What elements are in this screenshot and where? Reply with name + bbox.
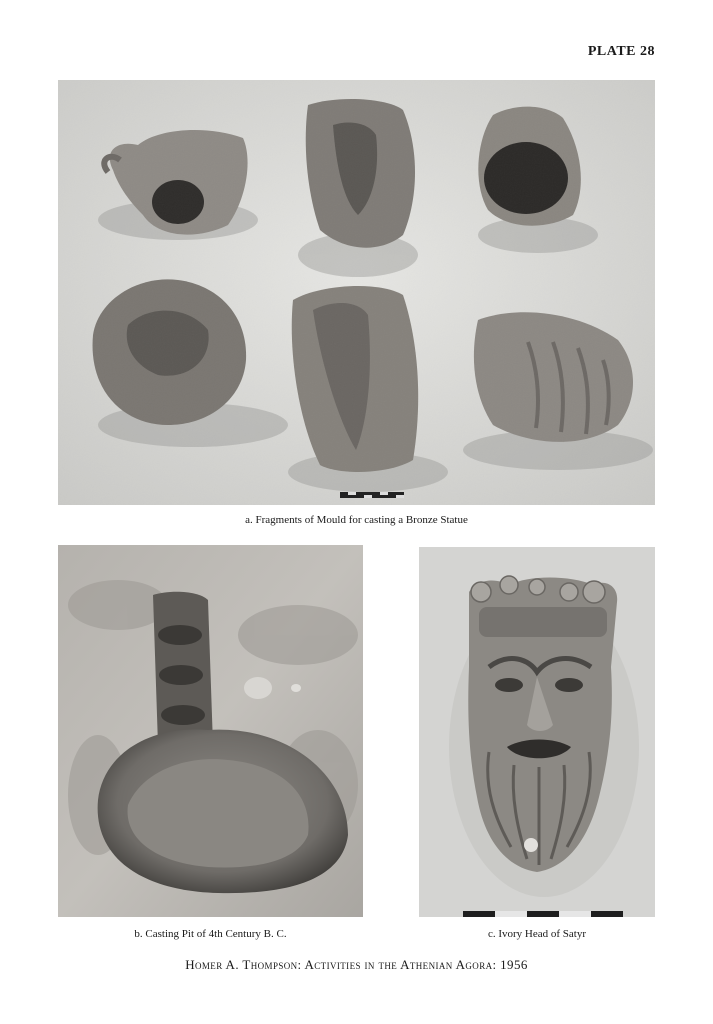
scale-bar-satyr: [463, 911, 623, 917]
page-footer: Homer A. Thompson: Activities in the Athenian Agora: 1956: [185, 957, 528, 972]
plate-number: PLATE 28: [587, 44, 655, 59]
caption-b: b. Casting Pit of 4th Century B. C.: [134, 928, 287, 940]
photo-casting-pit: [58, 545, 363, 917]
caption-a: a. Fragments of Mould for casting a Bronze Statue: [245, 514, 468, 526]
photo-ivory-satyr-head: [419, 547, 655, 917]
caption-c: c. Ivory Head of Satyr: [487, 928, 587, 940]
scale-bar: [340, 492, 404, 498]
photo-mould-fragments: [58, 80, 655, 505]
